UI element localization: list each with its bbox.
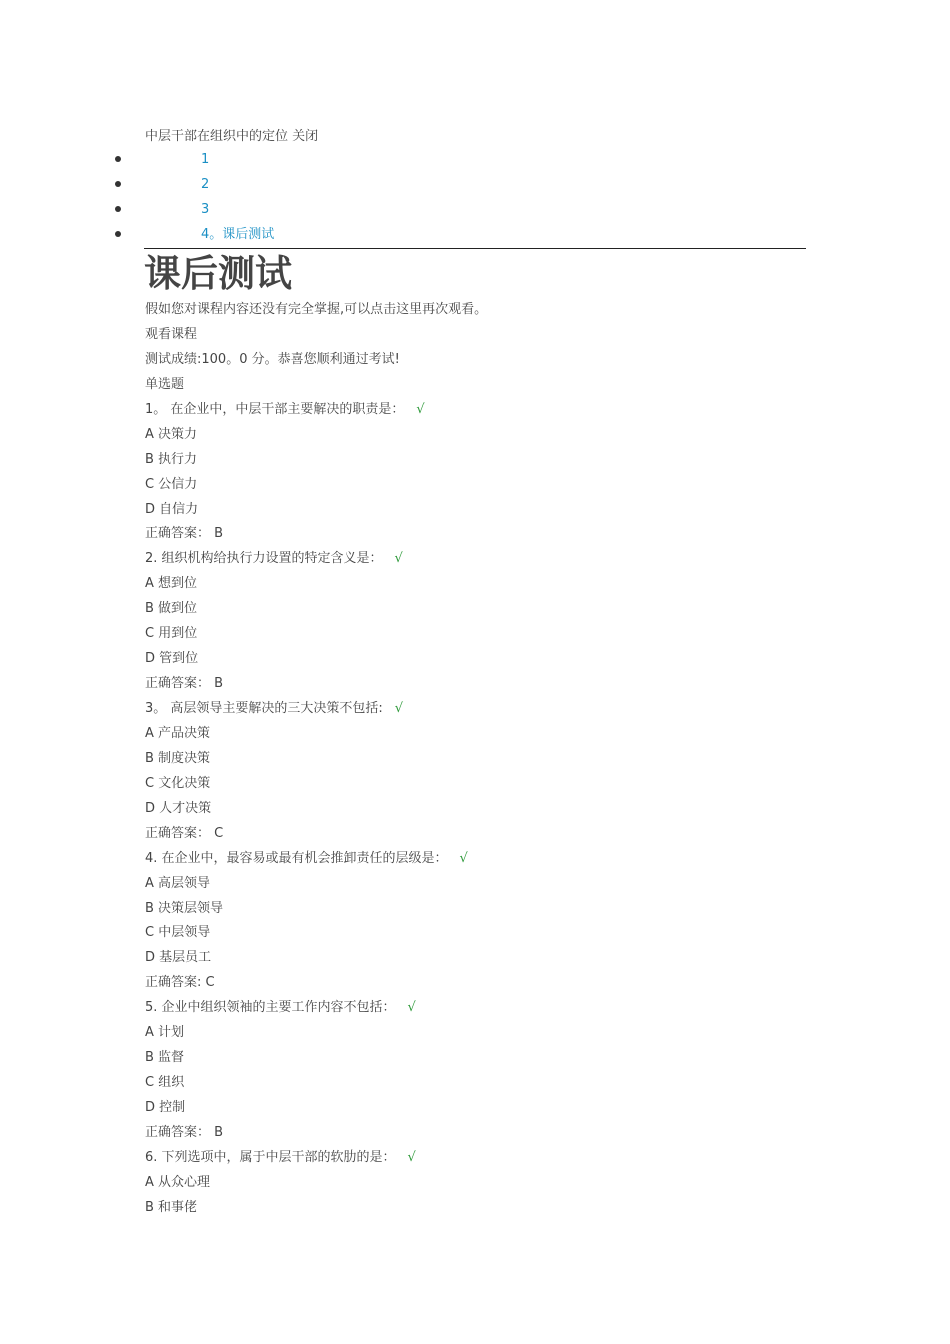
- bullet-icon: [115, 156, 121, 162]
- nav-link-1[interactable]: 1: [201, 152, 210, 167]
- check-icon: √: [407, 1000, 416, 1016]
- option-2d: D 管到位: [145, 651, 199, 667]
- option-3c: C 文化决策: [145, 775, 211, 791]
- check-icon: √: [394, 551, 403, 567]
- option-3d: D 人才决策: [145, 800, 212, 816]
- question-6: [145, 1149, 805, 1174]
- option-4b: B 决策层领导: [145, 900, 224, 916]
- option-2c: C 用到位: [145, 626, 198, 642]
- question-3: [145, 700, 805, 725]
- option-5d: D 控制: [145, 1100, 186, 1115]
- question-4: [145, 850, 805, 875]
- option-4d: D 基层员工: [145, 950, 212, 966]
- nav-link-4[interactable]: 4。课后测试: [201, 227, 275, 242]
- bullet-icon: [115, 231, 121, 237]
- section-label: 单选题: [145, 376, 185, 392]
- option-5b: B 监督: [145, 1050, 185, 1066]
- question-text: 1。 在企业中，中层干部主要解决的职责是：: [145, 401, 405, 417]
- option-5a: A 计划: [145, 1025, 185, 1041]
- option-1a: A 决策力: [145, 426, 198, 442]
- answer-5: 正确答案： B: [145, 1124, 224, 1140]
- bullet-icon: [115, 206, 121, 212]
- question-text: 3。 高层领导主要解决的三大决策不包括:: [145, 701, 383, 716]
- option-6a: A 从众心理: [145, 1174, 211, 1190]
- nav-link-3[interactable]: 3: [201, 202, 210, 217]
- question-text: 5. 企业中组织领袖的主要工作内容不包括：: [145, 1000, 396, 1016]
- check-icon: √: [394, 701, 404, 716]
- option-5c: C 组织: [145, 1075, 185, 1091]
- divider: [144, 248, 806, 249]
- option-2b: B 做到位: [145, 601, 198, 617]
- review-hint[interactable]: 假如您对课程内容还没有完全掌握,可以点击这里再次观看。: [145, 302, 488, 317]
- option-1d: D 自信力: [145, 501, 199, 517]
- page-title: 课后测试: [144, 252, 292, 295]
- question-text: 6. 下列选项中，属于中层干部的软肋的是：: [145, 1149, 396, 1165]
- nav-link-2[interactable]: 2: [201, 177, 210, 192]
- question-text: 4. 在企业中，最容易或最有机会推卸责任的层级是：: [145, 850, 448, 866]
- check-icon: √: [459, 850, 468, 866]
- question-text: 2. 组织机构给执行力设置的特定含义是：: [145, 551, 383, 567]
- option-1c: C 公信力: [145, 476, 198, 492]
- quiz-content: [145, 301, 805, 1224]
- answer-1: 正确答案： B: [145, 526, 224, 542]
- course-title: 中层干部在组织中的定位 关闭: [145, 129, 319, 144]
- option-1b: B 执行力: [145, 451, 198, 467]
- question-1: [145, 401, 805, 426]
- score-text: 测试成绩:100。0 分。恭喜您顺利通过考试!: [145, 351, 400, 367]
- answer-2: 正确答案： B: [145, 676, 224, 692]
- option-4c: C 中层领导: [145, 925, 211, 941]
- option-3b: B 制度决策: [145, 750, 211, 766]
- option-6b: B 和事佬: [145, 1199, 198, 1215]
- option-4a: A 高层领导: [145, 875, 211, 891]
- option-3a: A 产品决策: [145, 725, 211, 741]
- check-icon: √: [407, 1149, 416, 1165]
- check-icon: √: [416, 401, 425, 417]
- question-5: [145, 999, 805, 1024]
- answer-4: 正确答案: C: [145, 975, 215, 991]
- watch-course-link[interactable]: 观看课程: [145, 326, 198, 342]
- question-2: [145, 550, 805, 575]
- answer-3: 正确答案： C: [145, 825, 224, 841]
- bullet-icon: [115, 181, 121, 187]
- option-2a: A 想到位: [145, 576, 198, 592]
